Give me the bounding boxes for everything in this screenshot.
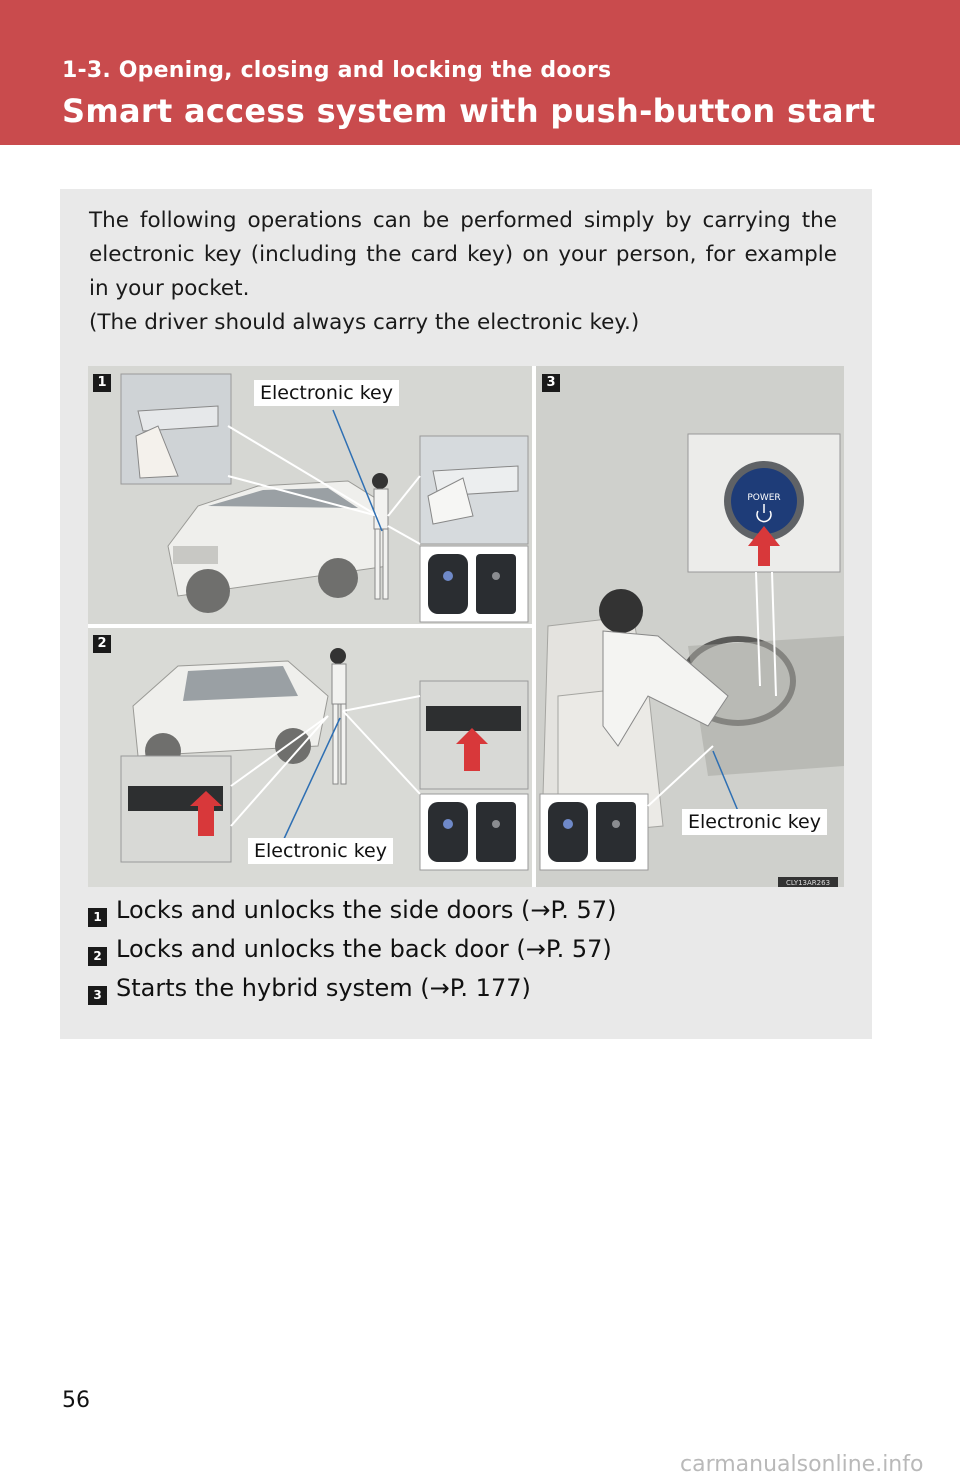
number-badge-1: 1 [88,908,107,927]
number-badge-2: 2 [88,947,107,966]
key-fob-inset-3 [540,794,648,870]
panel-2-number: 2 [93,635,111,653]
back-door-inset-2 [420,681,528,789]
list-item-text: Starts the hybrid system (→P. 177) [116,974,531,1002]
callout-electronic-key-3: Electronic key [682,809,827,835]
door-handle-inset-2 [420,436,528,544]
key-fob-inset-2 [420,794,528,870]
list-item-text: Locks and unlocks the back door (→P. 57) [116,935,612,963]
panel-3-number: 3 [542,374,560,392]
page-title: Smart access system with push-button start [62,92,876,130]
page-number: 56 [62,1388,90,1413]
illustration [88,366,844,887]
intro-note: (The driver should always carry the electronic key.) [89,310,640,335]
back-door-inset-1 [121,756,231,862]
section-heading: 1-3. Opening, closing and locking the doors [62,58,612,83]
panel-1-number: 1 [93,374,111,392]
key-fob-inset-1 [420,546,528,622]
callout-electronic-key-1: Electronic key [254,380,399,406]
intro-paragraph: The following operations can be performed simply by carrying the electronic key (including the card key) on your person, for example in your pocket. [89,208,837,301]
power-button-inset [688,434,840,572]
door-handle-inset-1 [121,374,231,484]
watermark: carmanualsonline.info [680,1452,924,1477]
intro-text [89,204,837,340]
list-item-text: Locks and unlocks the side doors (→P. 57) [116,896,617,924]
number-badge-3: 3 [88,986,107,1005]
power-label: POWER [747,493,781,503]
figure-code: CLY13AR263 [785,879,831,887]
header-band [0,0,960,145]
callout-electronic-key-2: Electronic key [248,838,393,864]
